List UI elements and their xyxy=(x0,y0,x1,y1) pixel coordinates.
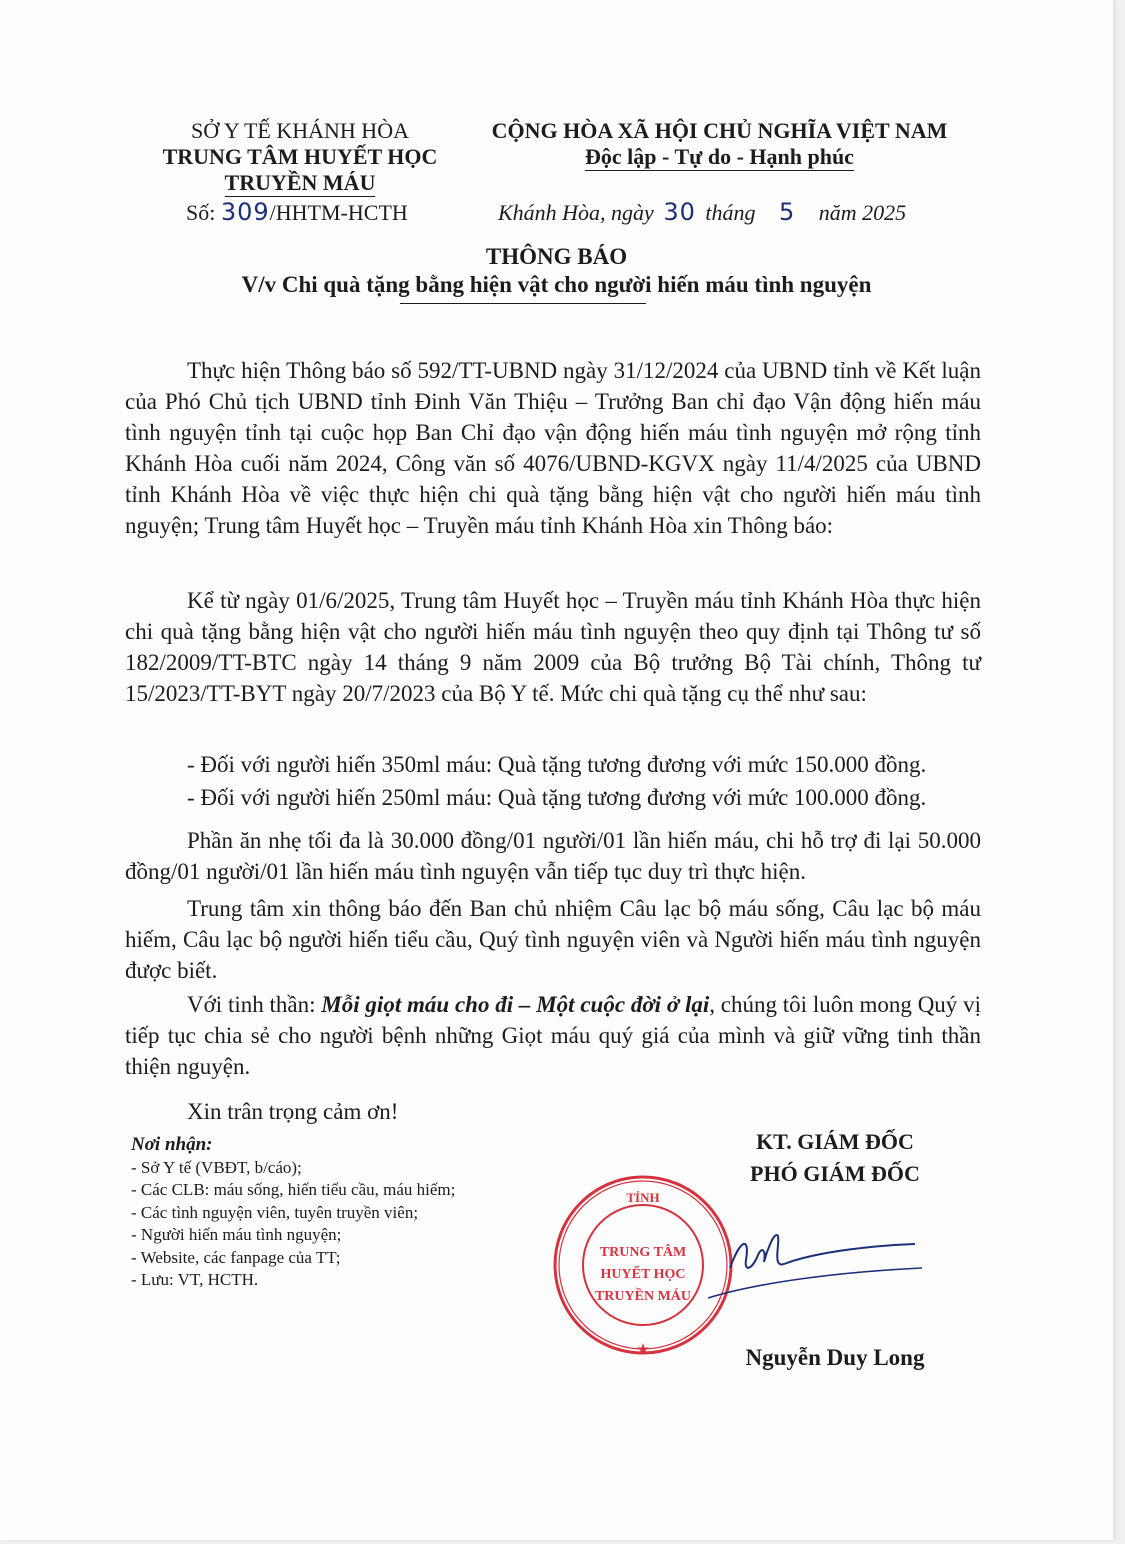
stamp-line3: TRUYỀN MÁU xyxy=(594,1289,692,1304)
date-month-label: tháng xyxy=(705,200,756,225)
handwritten-month: 5 xyxy=(779,198,796,226)
date-line xyxy=(498,198,906,226)
number-prefix: Số: xyxy=(186,200,216,225)
paragraph-2: Kể từ ngày 01/6/2025, Trung tâm Huyết học – Truyền máu tỉnh Khánh Hòa thực hiện chi quà tặng bằng hiện vật cho người hiến máu tình nguyện theo quy định tại Thông tư số 182/2009/TT-BTC ngày 14 tháng 9 năm 2009 của Bộ trưởng Bộ Tài chính, Thông tư 15/2023/TT-BYT ngày 20/7/2023 của Bộ Y tế. Mức chi quà tặng cụ thể như sau: xyxy=(125,588,981,706)
p5-intro: Với tinh thần: xyxy=(187,992,322,1017)
recipients-block xyxy=(131,1134,455,1292)
right-header xyxy=(487,118,952,171)
recipient-item: - Các CLB: máu sống, hiến tiểu cầu, máu hiếm; xyxy=(131,1180,456,1199)
date-year: năm 2025 xyxy=(818,200,907,225)
department-name: SỞ Y TẾ KHÁNH HÒA xyxy=(191,118,409,143)
recipients-title: Nơi nhận: xyxy=(131,1134,213,1155)
recipient-item: - Lưu: VT, HCTH. xyxy=(131,1270,259,1289)
recipient-item: - Các tình nguyện viên, tuyên truyền viên; xyxy=(131,1202,419,1222)
subject-underline xyxy=(400,303,646,304)
recipient-item: - Website, các fanpage của TT; xyxy=(131,1247,341,1267)
signer-role-2: PHÓ GIÁM ĐỐC xyxy=(750,1161,920,1186)
paragraph-3: Phần ăn nhẹ tối đa là 30.000 đồng/01 người/01 lần hiến máu, chi hỗ trợ đi lại 50.000 đồng/01 người/01 lần hiến máu tình nguyện vẫn tiếp tục duy trì thực hiện. xyxy=(125,828,981,884)
number-suffix: /HHTM-HCTH xyxy=(269,200,408,225)
notice-subject: V/v Chi quà tặng bằng hiện vật cho người hiến máu tình nguyện xyxy=(241,272,872,297)
bullet-250ml: - Đối với người hiến 250ml máu: Quà tặng tương đương với mức 100.000 đồng. xyxy=(187,785,927,810)
thanks-line: Xin trân trọng cảm ơn! xyxy=(187,1099,399,1124)
slogan: Mỗi giọt máu cho đi – Một cuộc đời ở lại xyxy=(321,992,710,1017)
country-name: CỘNG HÒA XÃ HỘI CHỦ NGHĨA VIỆT NAM xyxy=(491,118,948,143)
date-place: Khánh Hòa, ngày xyxy=(498,200,654,225)
signer-role-1: KT. GIÁM ĐỐC xyxy=(756,1129,914,1154)
p5-rest: , chúng tôi luôn mong Quý vị tiếp tục chia sẻ cho người bệnh những Giọt máu quý giá của mình và giữ vững tinh thần thiện nguyện. xyxy=(125,992,981,1079)
stamp-line1: TRUNG TÂM xyxy=(599,1245,687,1260)
paragraph-4: Trung tâm xin thông báo đến Ban chủ nhiệm Câu lạc bộ máu sống, Câu lạc bộ máu hiếm, Câu lạc bộ người hiến tiểu cầu, Quý tình nguyện viên và Người hiến máu tình nguyện được biết. xyxy=(125,896,981,983)
stamp-ring-text: TỈNH xyxy=(626,1190,660,1205)
bullet-350ml: - Đối với người hiến 350ml máu: Quà tặng tương đương với mức 150.000 đồng. xyxy=(187,752,927,777)
document-number xyxy=(186,198,408,226)
handwritten-day: 30 xyxy=(663,198,696,226)
stamp-line2: HUYẾT HỌC xyxy=(600,1267,686,1282)
center-name-line2: TRUYỀN MÁU xyxy=(224,170,376,195)
signer-name: Nguyễn Duy Long xyxy=(745,1345,925,1370)
recipient-item: - Người hiến máu tình nguyện; xyxy=(131,1225,342,1244)
left-header xyxy=(150,118,450,197)
paragraph-5 xyxy=(125,989,981,1082)
recipient-item: - Sở Y tế (VBĐT, b/cáo); xyxy=(131,1157,302,1177)
notice-title: THÔNG BÁO xyxy=(485,244,628,269)
stamp-star: ★ xyxy=(636,1343,650,1358)
handwritten-number: 309 xyxy=(220,198,270,226)
center-name-line1: TRUNG TÂM HUYẾT HỌC xyxy=(162,144,438,169)
handwritten-signature xyxy=(700,1210,930,1300)
motto: Độc lập - Tự do - Hạnh phúc xyxy=(585,144,854,169)
signature-block xyxy=(705,1126,965,1190)
paragraph-1: Thực hiện Thông báo số 592/TT-UBND ngày 31/12/2024 của UBND tỉnh về Kết luận của Phó Chủ tịch UBND tỉnh Đinh Văn Thiệu – Trưởng Ban chỉ đạo Vận động hiến máu tình nguyện tỉnh tại cuộc họp Ban Chỉ đạo vận động hiến máu tình nguyện mở rộng tỉnh Khánh Hòa cuối năm 2024, Công văn số 4076/UBND-KGVX ngày 11/4/2025 của UBND tỉnh Khánh Hòa về việc thực hiện chi quà tặng bằng hiện vật cho người hiến máu tình nguyện; Trung tâm Huyết học – Truyền máu tỉnh Khánh Hòa xin Thông báo: xyxy=(125,358,981,538)
